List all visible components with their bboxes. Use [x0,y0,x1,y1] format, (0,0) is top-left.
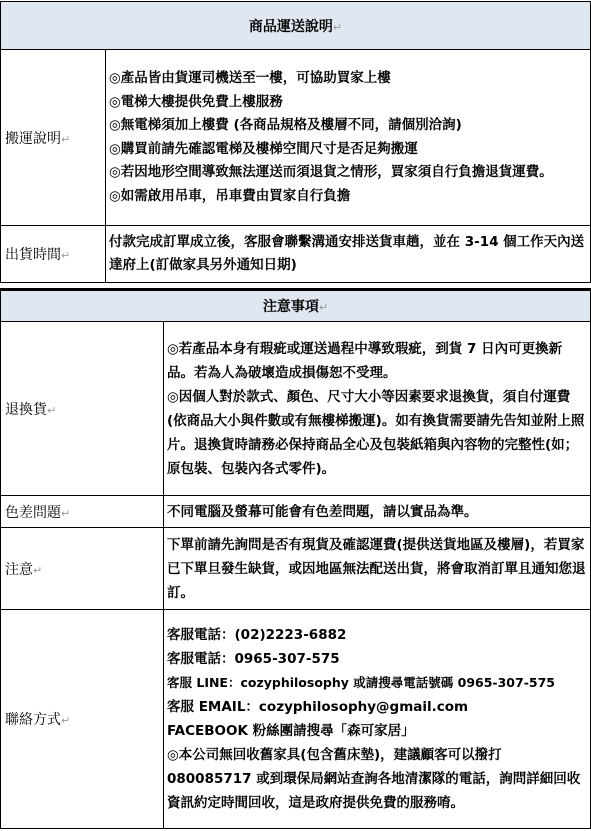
notes-table [0,288,591,829]
contact-facebook: FACEBOOK 粉絲團請搜尋「森可家居」 [167,723,415,739]
delivery-text: 付款完成訂單成立後，客服會聯繫溝通安排送貨車趟，並在 3-14 個工作天內送達府上(訂做家具另外通知日期) [109,233,585,273]
paragraph-mark: ↵ [61,132,71,146]
recycle-text: ◎本公司無回收舊家具(包含舊床墊)，建議顧客可以撥打 080085717 或到環保局網站查詢各地清潔隊的電話，詢問詳細回收資訊約定時間回收，這是政府提供免費的服務唷。 [167,747,581,811]
notice-label-cell [1,528,164,610]
shipping-title-text: 商品運送說明 [248,18,333,35]
contact-email: 客服 EMAIL：cozyphilosophy@gmail.com [167,699,469,715]
color-content [164,496,591,528]
handling-line: ◎如需啟用吊車，吊車費由買家自行負擔 [109,187,351,204]
handling-content [106,50,591,226]
shipping-title [1,2,591,50]
paragraph-mark: ↵ [47,403,57,417]
return-paragraph: ◎因個人對於款式、顏色、尺寸大小等因素要求退換貨，須自付運費(依商品大小與件數或有無樓梯搬運)。如有換貨需要請先告知並附上照片。退換貨時請務必保持商品全心及包裝紙箱與內容物的完整性(如；原包裝、包裝內各式零件)。 [167,388,585,477]
return-label: 退換貨 [5,401,47,418]
return-label-cell [1,322,164,496]
return-content [164,322,591,496]
notice-label: 注意 [5,561,33,578]
contact-line: 客服 LINE：cozyphilosophy 或請搜尋電話號碼 0965-307-575 [167,675,555,690]
color-label-cell [1,496,164,528]
return-paragraph: ◎若產品本身有瑕疵或運送過程中導致瑕疵，到貨 7 日內可更換新品。若為人為破壞造成損傷恕不受理。 [167,340,563,381]
contact-label-cell [1,610,164,829]
shipping-table [0,1,591,283]
delivery-label-cell [1,226,106,283]
delivery-label: 出貨時間 [5,247,61,263]
color-label: 色差問題 [5,504,61,521]
paragraph-mark: ↵ [61,249,71,262]
handling-line: ◎電梯大樓提供免費上樓服務 [109,93,283,110]
notice-content [164,528,591,610]
contact-label: 聯絡方式 [5,712,61,728]
contact-phone-2: 客服電話：0965-307-575 [167,651,340,667]
paragraph-mark: ↵ [332,20,343,34]
notice-text: 下單前請先詢問是否有現貨及確認運費(提供送貨地區及樓層)，若買家已下單旦發生缺貨，或因地區無法配送出貨，將會取消訂單且通知您退訂。 [167,536,586,601]
contact-phone-1: 客服電話：(02)2223-6882 [167,627,347,643]
handling-label: 搬運說明 [5,130,61,147]
handling-label-cell [1,50,106,226]
paragraph-mark: ↵ [33,563,43,577]
handling-line: ◎產品皆由貨運司機送至一樓，可協助買家上樓 [109,70,391,86]
notes-title [1,290,591,322]
paragraph-mark: ↵ [61,506,71,520]
paragraph-mark: ↵ [61,714,71,727]
notes-title-text: 注意事項 [262,299,319,315]
paragraph-mark: ↵ [318,301,329,314]
handling-line: ◎無電梯須加上樓費 (各商品規格及樓層不同，請個別洽詢) [109,117,462,133]
color-text: 不同電腦及螢幕可能會有色差問題，請以實品為準。 [167,503,478,520]
delivery-content [106,226,591,283]
handling-line: ◎若因地形空間導致無法運送而須退貨之情形，買家須自行負擔退貨運費。 [109,164,553,180]
handling-line: ◎購買前請先確認電梯及樓梯空間尺寸是否足夠搬運 [109,140,418,157]
contact-content [164,610,591,829]
